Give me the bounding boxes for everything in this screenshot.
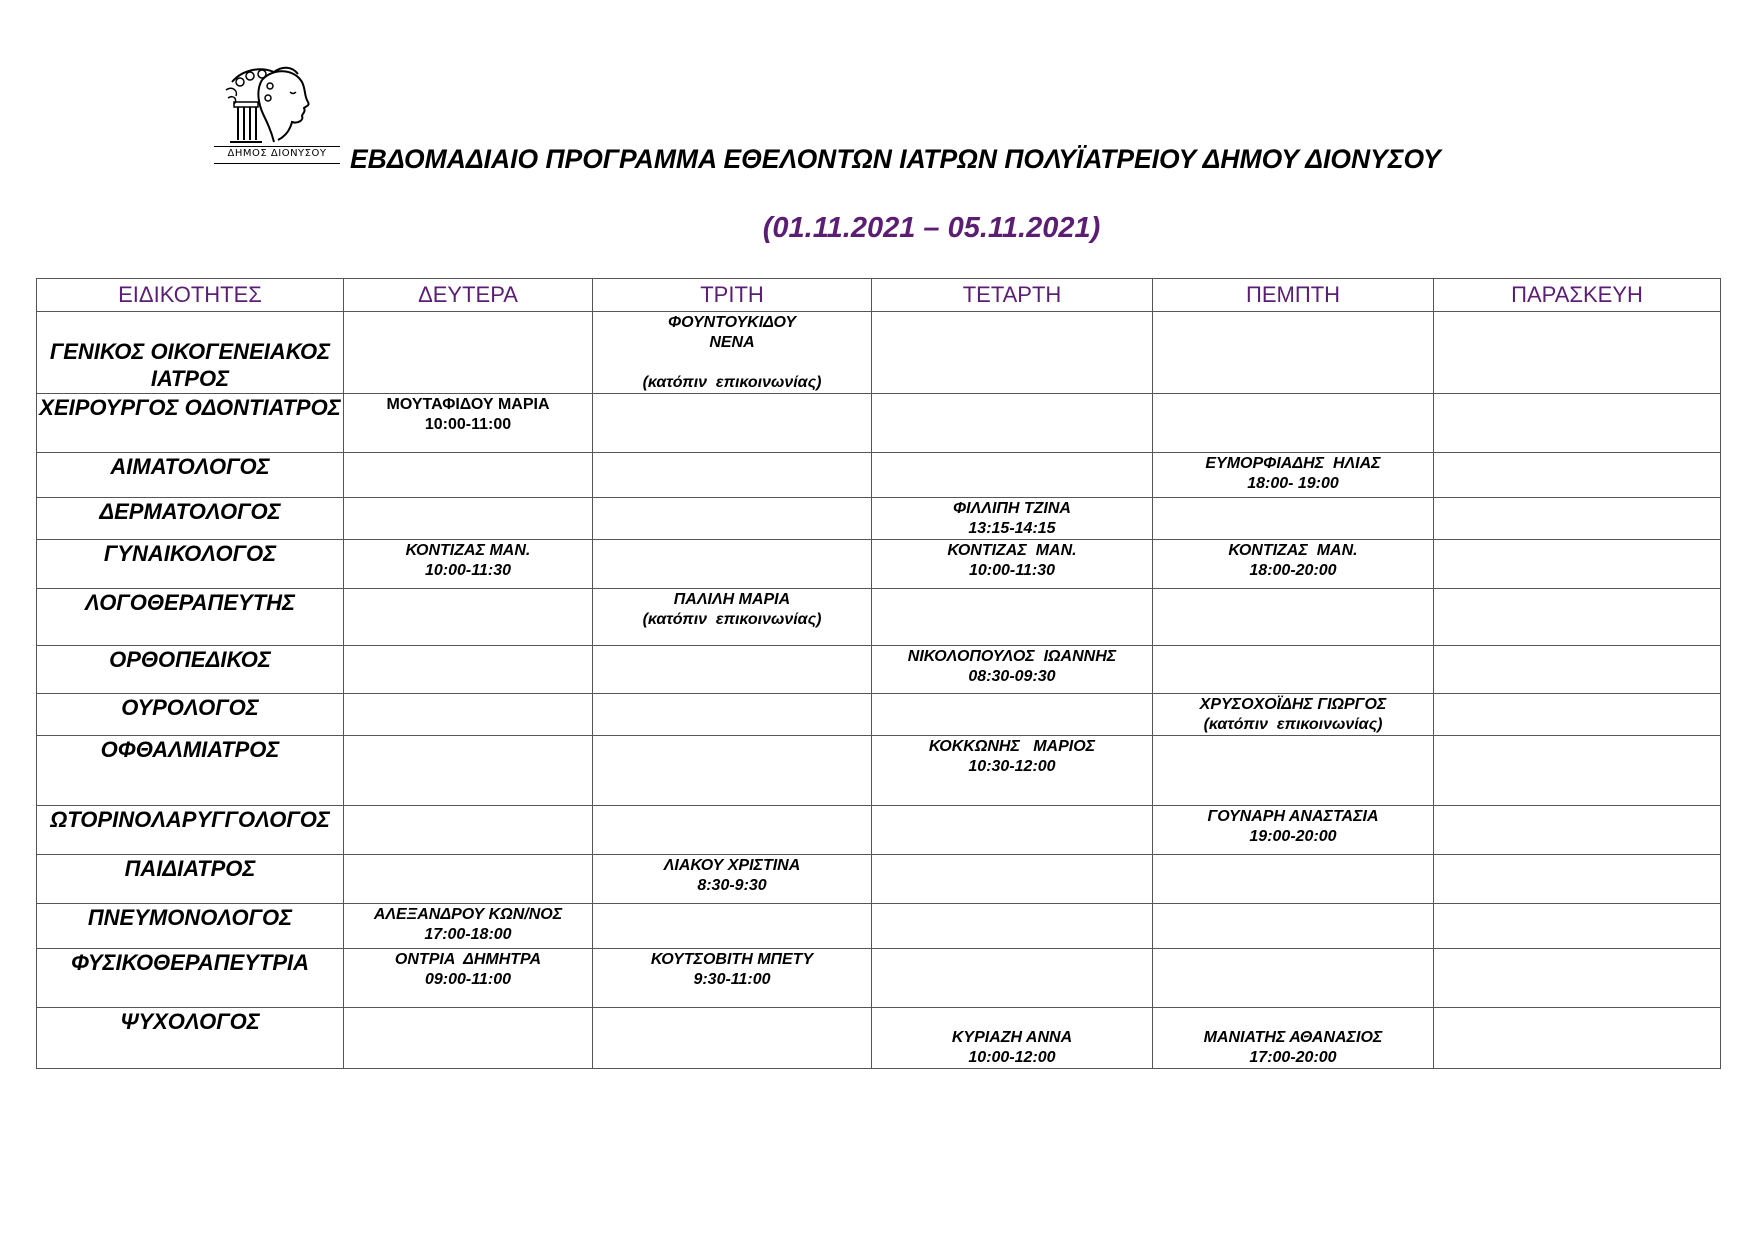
friday-slot: [1434, 540, 1721, 589]
tuesday-slot: [593, 694, 872, 736]
monday-slot: [344, 589, 593, 646]
wednesday-slot: [872, 312, 1153, 394]
thursday-slot: [1153, 736, 1434, 806]
wednesday-slot: [872, 540, 1153, 589]
doctor-name: ΜΟΥΤΑΦΙΔΟΥ ΜΑΡΙΑ: [386, 396, 550, 413]
thursday-slot: [1153, 589, 1434, 646]
monday-slot: [344, 312, 593, 394]
monday-slot: [344, 1008, 593, 1069]
table-row: [37, 312, 1721, 394]
doctor-name: ΚΥΡΙΑΖΗ ΑΝΝΑ: [951, 1029, 1073, 1046]
wednesday-slot: [872, 589, 1153, 646]
thursday-slot: [1153, 453, 1434, 498]
monday-slot: [344, 498, 593, 540]
column-header-monday: ΔΕΥΤΕΡΑ: [344, 279, 593, 312]
wednesday-slot: [872, 806, 1153, 855]
specialty-cell: ΠΑΙΔΙΑΤΡΟΣ: [37, 855, 344, 904]
friday-slot: [1434, 1008, 1721, 1069]
appointment-time: 10:00-11:00: [424, 416, 512, 433]
doctor-name: ΚΟΝΤΙΖΑΣ ΜΑΝ.: [405, 542, 531, 559]
doctor-name: ΧΡΥΣΟΧΟΪΔΗΣ ΓΙΩΡΓΟΣ: [1199, 696, 1387, 713]
wednesday-slot: [872, 949, 1153, 1008]
specialty-cell: ΟΦΘΑΛΜΙΑΤΡΟΣ: [37, 736, 344, 806]
table-row: [37, 540, 1721, 589]
thursday-slot: [1153, 394, 1434, 453]
appointment-note: (κατόπιν επικοινωνίας): [642, 374, 822, 391]
doctor-name: ΦΙΛΛΙΠΗ ΤΖΙΝΑ: [953, 500, 1071, 517]
doctor-name: ΚΟΝΤΙΖΑΣ ΜΑΝ.: [947, 542, 1077, 559]
wednesday-slot: [872, 646, 1153, 694]
tuesday-slot: [593, 806, 872, 855]
doctor-name: ΛΙΑΚΟΥ ΧΡΙΣΤΙΝΑ: [663, 857, 801, 874]
table-row: [37, 949, 1721, 1008]
doctor-name: ΚΟΚΚΩΝΗΣ ΜΑΡΙΟΣ: [928, 738, 1096, 755]
doctor-name: ΑΛΕΞΑΝΔΡΟΥ ΚΩΝ/ΝΟΣ: [373, 906, 563, 923]
table-row: [37, 1008, 1721, 1069]
thursday-slot: [1153, 540, 1434, 589]
table-row: [37, 904, 1721, 949]
tuesday-slot: [593, 855, 872, 904]
volunteer-schedule-table: [36, 278, 1721, 1069]
wednesday-slot: [872, 394, 1153, 453]
wednesday-slot: [872, 904, 1153, 949]
friday-slot: [1434, 646, 1721, 694]
doctor-name: ΚΟΝΤΙΖΑΣ ΜΑΝ.: [1228, 542, 1358, 559]
monday-slot: [344, 540, 593, 589]
appointment-time: 17:00-20:00: [1249, 1049, 1337, 1066]
appointment-time: 17:00-18:00: [424, 926, 512, 943]
appointment-time: 18:00- 19:00: [1247, 475, 1339, 492]
specialty-cell: ΓΕΝΙΚΟΣ ΟΙΚΟΓΕΝΕΙΑΚΟΣ ΙΑΤΡΟΣ: [37, 312, 344, 394]
doctor-name: ΚΟΥΤΣΟΒΙΤΗ ΜΠΕΤΥ: [650, 951, 814, 968]
dionysus-head-icon: [212, 60, 322, 146]
monday-slot: [344, 394, 593, 453]
doctor-name: ΟΝΤΡΙΑ ΔΗΜΗΤΡΑ: [394, 951, 542, 968]
tuesday-slot: [593, 540, 872, 589]
specialty-cell: ΟΥΡΟΛΟΓΟΣ: [37, 694, 344, 736]
specialty-cell: ΓΥΝΑΙΚΟΛΟΓΟΣ: [37, 540, 344, 589]
date-range: (01.11.2021 – 05.11.2021): [762, 212, 1101, 244]
monday-slot: [344, 806, 593, 855]
doctor-name: ΦΟΥΝΤΟΥΚΙΔΟΥ: [667, 314, 797, 331]
friday-slot: [1434, 904, 1721, 949]
friday-slot: [1434, 736, 1721, 806]
doctor-name: ΠΑΛΙΛΗ ΜΑΡΙΑ: [673, 591, 791, 608]
monday-slot: [344, 855, 593, 904]
column-header-friday: ΠΑΡΑΣΚΕΥΗ: [1434, 279, 1721, 312]
table-row: [37, 589, 1721, 646]
friday-slot: [1434, 453, 1721, 498]
tuesday-slot: [593, 904, 872, 949]
specialty-cell: ΨΥΧΟΛΟΓΟΣ: [37, 1008, 344, 1069]
column-header-thursday: ΠΕΜΠΤΗ: [1153, 279, 1434, 312]
monday-slot: [344, 453, 593, 498]
monday-slot: [344, 949, 593, 1008]
tuesday-slot: [593, 589, 872, 646]
specialty-cell: ΧΕΙΡΟΥΡΓΟΣ ΟΔΟΝΤΙΑΤΡΟΣ: [37, 394, 344, 453]
friday-slot: [1434, 694, 1721, 736]
appointment-note: (κατόπιν επικοινωνίας): [642, 611, 822, 628]
thursday-slot: [1153, 904, 1434, 949]
tuesday-slot: [593, 949, 872, 1008]
tuesday-slot: [593, 453, 872, 498]
tuesday-slot: [593, 394, 872, 453]
column-header-specialties: ΕΙΔΙΚΟΤΗΤΕΣ: [37, 279, 344, 312]
table-row: [37, 806, 1721, 855]
appointment-time: 19:00-20:00: [1249, 828, 1337, 845]
friday-slot: [1434, 855, 1721, 904]
table-header-row: [37, 279, 1721, 312]
thursday-slot: [1153, 1008, 1434, 1069]
specialty-cell: ΔΕΡΜΑΤΟΛΟΓΟΣ: [37, 498, 344, 540]
friday-slot: [1434, 394, 1721, 453]
page-title: ΕΒΔΟΜΑΔΙΑΙΟ ΠΡΟΓΡΑΜΜΑ ΕΘΕΛΟΝΤΩΝ ΙΑΤΡΩΝ ΠΟΛΥΪΑΤΡΕΙΟΥ ΔΗΜΟΥ ΔΙΟΝΥΣΟΥ: [350, 144, 1441, 174]
doctor-name: ΓΟΥΝΑΡΗ ΑΝΑΣΤΑΣΙΑ: [1207, 808, 1379, 825]
table-row: [37, 855, 1721, 904]
table-row: [37, 453, 1721, 498]
tuesday-slot: [593, 498, 872, 540]
table-row: [37, 736, 1721, 806]
friday-slot: [1434, 589, 1721, 646]
wednesday-slot: [872, 1008, 1153, 1069]
tuesday-slot: [593, 312, 872, 394]
monday-slot: [344, 694, 593, 736]
wednesday-slot: [872, 453, 1153, 498]
tuesday-slot: [593, 1008, 872, 1069]
appointment-note: (κατόπιν επικοινωνίας): [1203, 716, 1383, 733]
specialty-cell: ΩΤΟΡΙΝΟΛΑΡΥΓΓΟΛΟΓΟΣ: [37, 806, 344, 855]
doctor-name: ΝΕΝΑ: [709, 334, 755, 351]
column-header-tuesday: ΤΡΙΤΗ: [593, 279, 872, 312]
appointment-time: 08:30-09:30: [968, 668, 1056, 685]
appointment-time: 8:30-9:30: [697, 877, 767, 894]
specialty-cell: ΛΟΓΟΘΕΡΑΠΕΥΤΗΣ: [37, 589, 344, 646]
friday-slot: [1434, 949, 1721, 1008]
friday-slot: [1434, 498, 1721, 540]
tuesday-slot: [593, 646, 872, 694]
thursday-slot: [1153, 806, 1434, 855]
appointment-time: 10:00-11:30: [425, 562, 511, 579]
municipality-logo: [212, 60, 348, 168]
monday-slot: [344, 904, 593, 949]
friday-slot: [1434, 312, 1721, 394]
specialty-cell: ΠΝΕΥΜΟΝΟΛΟΓΟΣ: [37, 904, 344, 949]
table-row: [37, 694, 1721, 736]
wednesday-slot: [872, 498, 1153, 540]
thursday-slot: [1153, 949, 1434, 1008]
specialty-cell: ΦΥΣΙΚΟΘΕΡΑΠΕΥΤΡΙΑ: [37, 949, 344, 1008]
appointment-time: 10:00-12:00: [968, 1049, 1056, 1066]
table-row: [37, 498, 1721, 540]
thursday-slot: [1153, 646, 1434, 694]
specialty-cell: ΟΡΘΟΠΕΔΙΚΟΣ: [37, 646, 344, 694]
monday-slot: [344, 646, 593, 694]
specialty-cell: ΑΙΜΑΤΟΛΟΓΟΣ: [37, 453, 344, 498]
thursday-slot: [1153, 498, 1434, 540]
wednesday-slot: [872, 736, 1153, 806]
table-row: [37, 394, 1721, 453]
logo-caption: ΔΗΜΟΣ ΔΙΟΝΥΣΟΥ: [227, 148, 327, 159]
wednesday-slot: [872, 855, 1153, 904]
tuesday-slot: [593, 736, 872, 806]
doctor-name: ΕΥΜΟΡΦΙΑΔΗΣ ΗΛΙΑΣ: [1205, 455, 1381, 472]
monday-slot: [344, 736, 593, 806]
appointment-time: 10:00-11:30: [969, 562, 1055, 579]
thursday-slot: [1153, 312, 1434, 394]
appointment-time: 13:15-14:15: [968, 520, 1056, 537]
appointment-time: 09:00-11:00: [425, 971, 511, 988]
appointment-time: 18:00-20:00: [1249, 562, 1337, 579]
column-header-wednesday: ΤΕΤΑΡΤΗ: [872, 279, 1153, 312]
wednesday-slot: [872, 694, 1153, 736]
appointment-time: 9:30-11:00: [693, 971, 771, 988]
doctor-name: ΝΙΚΟΛΟΠΟΥΛΟΣ ΙΩΑΝΝΗΣ: [907, 648, 1117, 665]
table-row: [37, 646, 1721, 694]
appointment-time: 10:30-12:00: [968, 758, 1056, 775]
thursday-slot: [1153, 694, 1434, 736]
doctor-name: ΜΑΝΙΑΤΗΣ ΑΘΑΝΑΣΙΟΣ: [1203, 1029, 1383, 1046]
friday-slot: [1434, 806, 1721, 855]
thursday-slot: [1153, 855, 1434, 904]
